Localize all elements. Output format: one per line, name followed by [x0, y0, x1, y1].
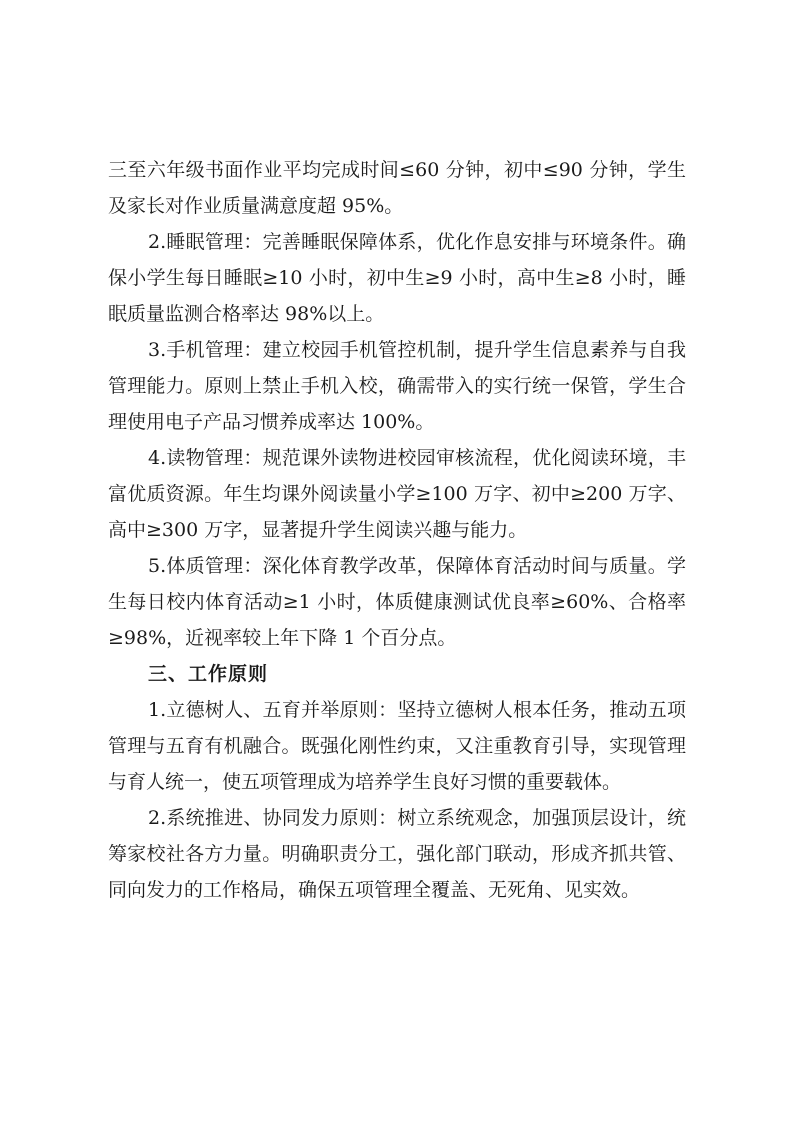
paragraph-physical-management: 5.体质管理：深化体育教学改革，保障体育活动时间与质量。学生每日校内体育活动≥1 小时，体质健康测试优良率≥60%、合格率≥98%，近视率较上年下降 1 个百分点。	[108, 555, 686, 649]
paragraph-phone-management: 3.手机管理：建立校园手机管控机制，提升学生信息素养与自我管理能力。原则上禁止手机入校，确需带入的实行统一保管，学生合理使用电子产品习惯养成率达 100%。	[108, 339, 686, 433]
paragraph-homework-continued: 三至六年级书面作业平均完成时间≤60 分钟，初中≤90 分钟，学生及家长对作业质量满意度超 95%。	[108, 159, 686, 217]
section-heading-work-principles: 三、工作原则	[148, 663, 269, 685]
paragraph-principle-2: 2.系统推进、协同发力原则：树立系统观念，加强顶层设计，统筹家校社各方力量。明确职责分工，强化部门联动，形成齐抓共管、同向发力的工作格局，确保五项管理全覆盖、无死角、见实效。	[108, 807, 686, 901]
document-body	[108, 152, 686, 908]
paragraph-reading-management: 4.读物管理：规范课外读物进校园审核流程，优化阅读环境，丰富优质资源。年生均课外阅读量小学≥100 万字、初中≥200 万字、高中≥300 万字，显著提升学生阅读兴趣与能力。	[108, 447, 686, 541]
paragraph-sleep-management: 2.睡眠管理：完善睡眠保障体系，优化作息安排与环境条件。确保小学生每日睡眠≥10 小时，初中生≥9 小时，高中生≥8 小时，睡眠质量监测合格率达 98%以上。	[108, 231, 686, 325]
paragraph-principle-1: 1.立德树人、五育并举原则：坚持立德树人根本任务，推动五项管理与五育有机融合。既强化刚性约束，又注重教育引导，实现管理与育人统一，使五项管理成为培养学生良好习惯的重要载体。	[108, 699, 686, 793]
